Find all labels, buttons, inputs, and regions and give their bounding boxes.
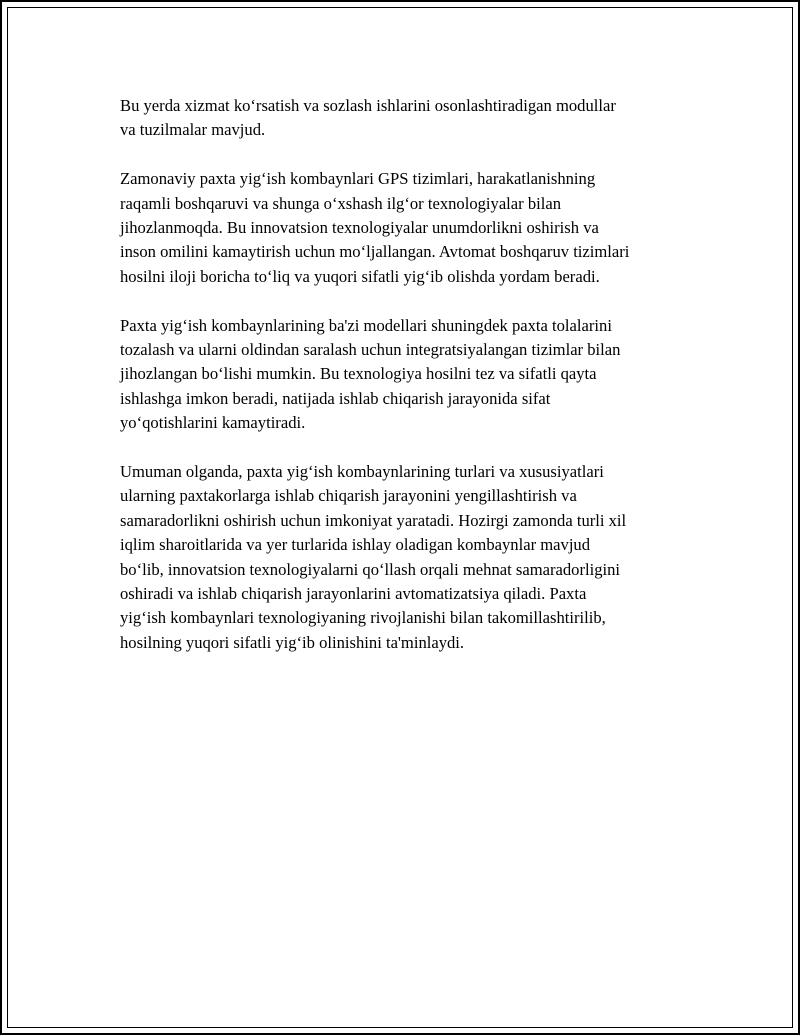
paragraph-3 (120, 314, 710, 436)
text-line: yoʻqotishlarini kamaytiradi. (120, 413, 306, 433)
text-line: ularning paxtakorlarga ishlab chiqarish jarayonini yengillashtirish va (120, 486, 577, 506)
text-line: Zamonaviy paxta yigʻish kombaynlari GPS tizimlari, harakatlanishning (120, 169, 596, 189)
text-line: va tuzilmalar mavjud. (120, 120, 266, 140)
text-line: jihozlanmoqda. Bu innovatsion texnologiyalar unumdorlikni oshirish va (120, 218, 599, 238)
paragraph-2 (120, 167, 710, 289)
paragraph-4 (120, 460, 710, 655)
text-line: jihozlangan boʻlishi mumkin. Bu texnologiya hosilni tez va sifatli qayta (120, 364, 597, 384)
text-line: hosilni iloji boricha toʻliq va yuqori sifatli yigʻib olishda yordam beradi. (120, 266, 600, 286)
text-line: hosilning yuqori sifatli yigʻib olinishini ta'minlaydi. (120, 632, 465, 652)
text-line: inson omilini kamaytirish uchun moʻljallangan. Avtomat boshqaruv tizimlari (120, 242, 630, 262)
text-line: samaradorlikni oshirish uchun imkoniyat yaratadi. Hozirgi zamonda turli xil (120, 510, 627, 530)
document-body (120, 94, 710, 680)
text-line: ishlashga imkon beradi, natijada ishlab chiqarish jarayonida sifat (120, 388, 551, 408)
text-line: Umuman olganda, paxta yigʻish kombaynlarining turlari va xususiyatlari (120, 462, 604, 482)
text-line: yigʻish kombaynlari texnologiyaning rivojlanishi bilan takomillashtirilib, (120, 608, 606, 628)
text-line: tozalash va ularni oldindan saralash uchun integratsiyalangan tizimlar bilan (120, 340, 621, 360)
text-line: oshiradi va ishlab chiqarish jarayonlarini avtomatizatsiya qiladi. Paxta (120, 584, 587, 604)
text-line: Paxta yigʻish kombaynlarining ba'zi modellari shuningdek paxta tolalarini (120, 315, 612, 335)
paragraph-1 (120, 94, 710, 143)
text-line: Bu yerda xizmat koʻrsatish va sozlash ishlarini osonlashtiradigan modullar (120, 96, 616, 115)
text-line: iqlim sharoitlarida va yer turlarida ishlay oladigan kombaynlar mavjud (120, 535, 591, 555)
text-line: raqamli boshqaruvi va shunga oʻxshash ilgʻor texnologiyalar bilan (120, 193, 562, 213)
text-line: boʻlib, innovatsion texnologiyalarni qoʻllash orqali mehnat samaradorligini (120, 559, 621, 579)
